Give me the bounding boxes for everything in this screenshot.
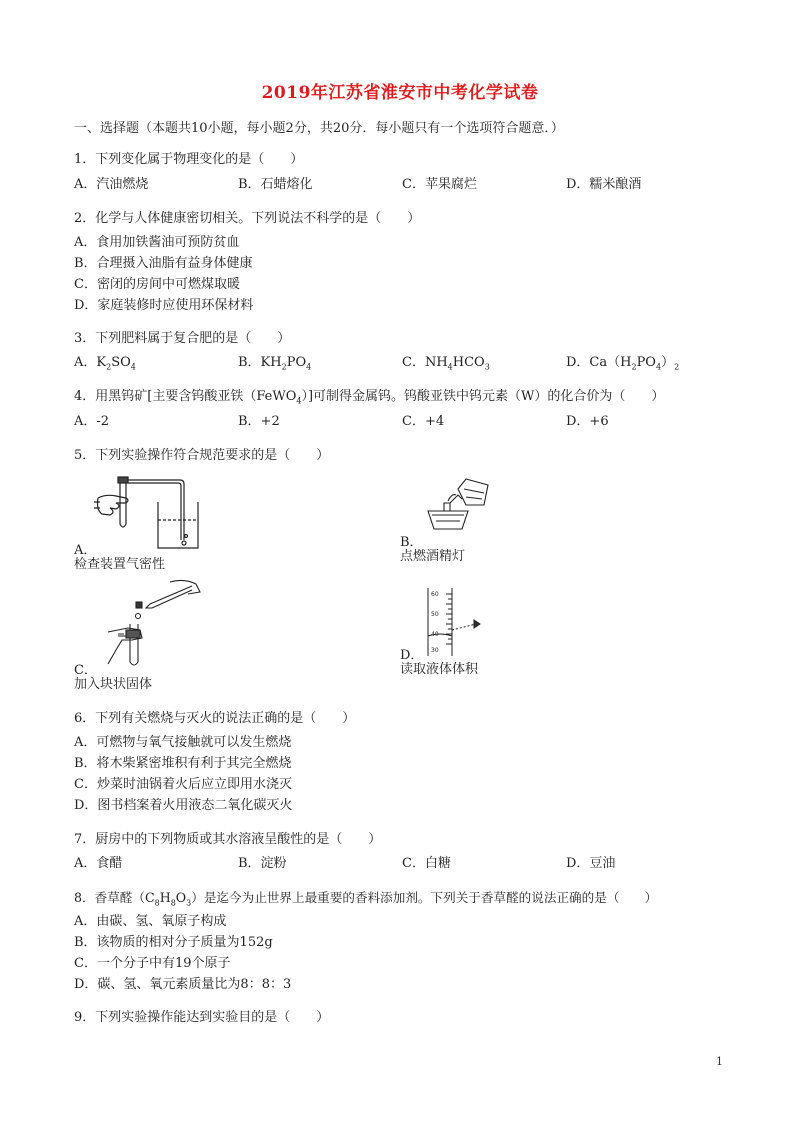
question-5-option-a-text: 检查装置气密性 [74,557,166,572]
question-7-option-c: C．白糖 [402,856,451,871]
question-6-option-b: B．将木柴紧密堆积有利于其完全燃烧 [74,756,292,771]
question-7-option-d: D．豆油 [566,856,616,871]
question-6-option-c: C．炒菜时油锅着火后应立即用水浇灭 [74,777,292,792]
question-2-stem: 2．化学与人体健康密切相关。下列说法不科学的是（ ） [74,211,421,226]
scale-label-50: 50 [431,611,439,618]
question-4-option-b: B．+2 [238,414,280,429]
figure-c-adding-solid [92,578,202,668]
question-2-option-b: B．合理摄入油脂有益身体健康 [74,256,253,271]
question-5-option-b-text: 点燃酒精灯 [400,549,466,564]
question-4-option-c: C．+4 [402,414,445,429]
question-5-option-d-label: D． [400,648,424,663]
question-7-stem: 7．厨房中的下列物质或其水溶液呈酸性的是（ ） [74,832,382,847]
question-6-option-d: D．图书档案着火用液态二氧化碳灭火 [74,798,293,813]
question-3-option-c: C．$NH_4HCO_3$ [402,355,490,372]
question-8-stem: 8．香草醛$(C_8H_8O_3)$是迄今为止世界上最重要的香料添加剂。下列关于香草醛的说法正确的是（ ） [74,890,658,908]
question-2-option-d: D．家庭装修时应使用环保材料 [74,298,254,313]
question-3-stem: 3．下列肥料属于复合肥的是（ ） [74,331,291,346]
question-5-option-c-text: 加入块状固体 [74,677,153,692]
question-3-option-a: A．$K_2SO_4$ [74,355,136,372]
question-9-stem: 9．下列实验操作能达到实验目的是（ ） [74,1010,330,1025]
question-8-option-c: C．一个分子中有19个原子 [74,956,231,971]
question-3-option-b: B．$KH_2PO_4$ [238,355,312,372]
figure-b-lighting-alcohol-lamp [418,475,494,533]
scale-label-30: 30 [431,647,439,654]
question-5-stem: 5．下列实验操作符合规范要求的是（ ） [74,448,330,463]
question-8-option-a: A．由碳、氢、氧原子构成 [74,914,227,929]
scale-label-40: 40 [431,631,439,638]
question-1-stem: 1．下列变化属于物理变化的是（ ） [74,152,304,167]
question-7-option-b: B．淀粉 [238,856,287,871]
question-5-option-b-label: B． [400,535,423,550]
page-number: 1 [716,1055,723,1068]
question-5-option-c-label: C． [74,663,97,678]
question-4-option-d: D．+6 [566,414,609,429]
scale-label-60: 60 [431,591,439,598]
question-4-option-a: A．-2 [74,414,110,429]
question-1-option-a: A．汽油燃烧 [74,177,149,192]
section-heading: 一、选择题（本题共10小题，每小题2分，共20分．每小题只有一个选项符合题意．） [74,121,564,136]
question-6-option-a: A．可燃物与氧气接触就可以发生燃烧 [74,735,292,750]
question-7-option-a: A．食醋 [74,856,123,871]
question-2-option-c: C．密闭的房间中可燃煤取暖 [74,277,240,292]
question-1-option-c: C．苹果腐烂 [402,177,477,192]
question-8-option-b: B．该物质的相对分子质量为152g [74,935,273,950]
question-2-option-a: A．食用加铁酱油可预防贫血 [74,235,240,250]
figure-d-reading-volume [418,586,498,658]
figure-a-airtightness-check [92,472,202,552]
question-1-option-b: B．石蜡熔化 [238,177,313,192]
question-4-stem: 4．用黑钨矿[主要含钨酸亚铁（FeWO$_4$）]可制得金属钨。钨酸亚铁中钨元素（W）的化合价为（ ） [74,389,665,406]
question-5-option-d-text: 读取液体体积 [400,662,479,677]
question-5-option-a-label: A． [74,543,97,558]
question-8-option-d: D．碳、氢、氧元素质量比为8：8：3 [74,977,292,992]
exam-title: 2019年江苏省淮安市中考化学试卷 [261,83,539,103]
question-6-stem: 6．下列有关燃烧与灭火的说法正确的是（ ） [74,711,356,726]
question-1-option-d: D．糯米酿酒 [566,177,642,192]
question-3-option-d: D．$Ca(H_2PO_4)_2$ [566,355,680,372]
